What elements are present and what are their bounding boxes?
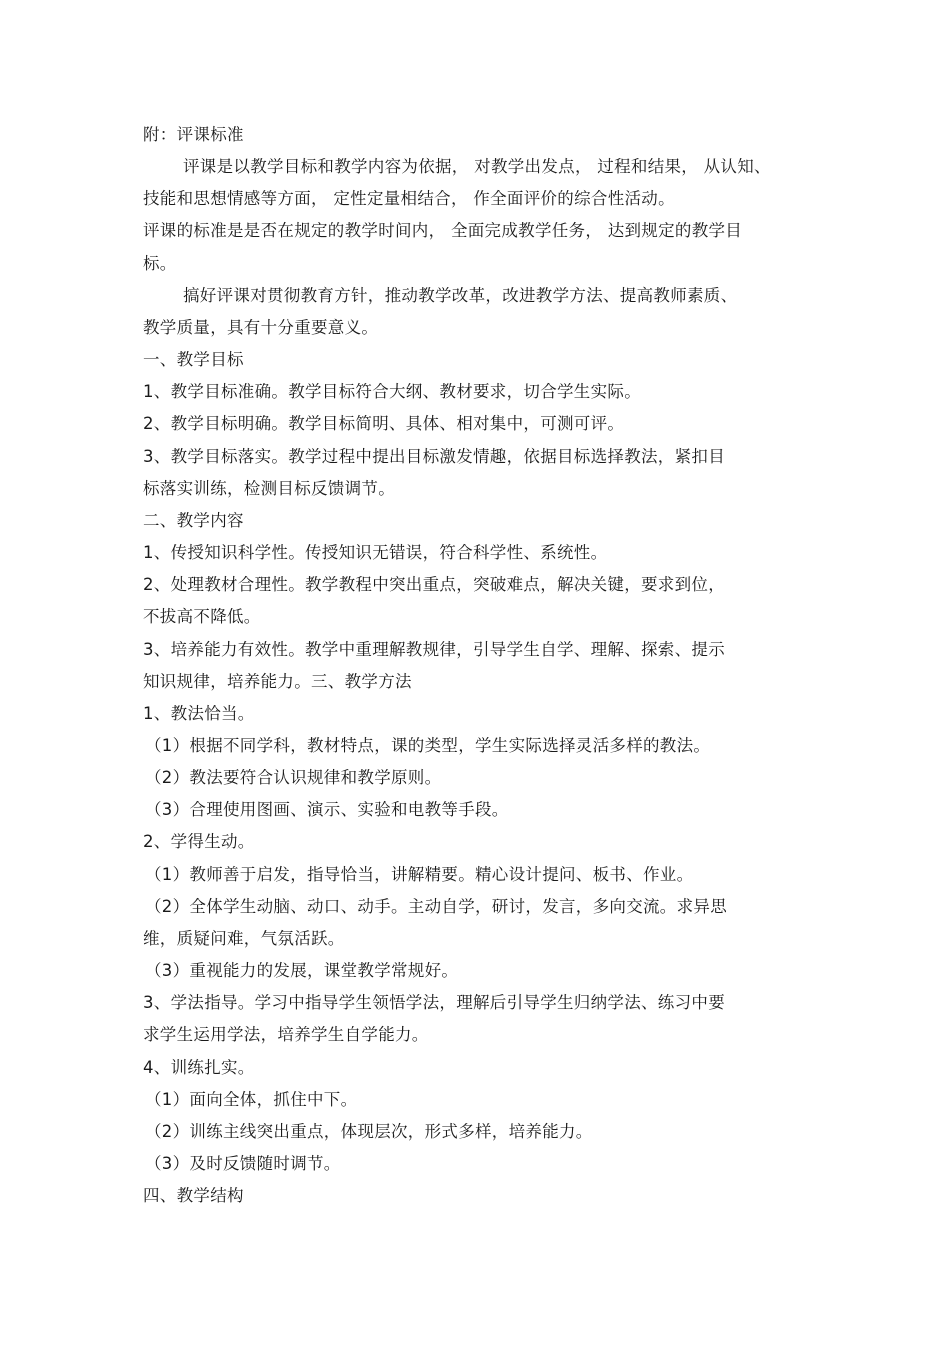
- sub-list-item: （1）面向全体，抓住中下。: [145, 1090, 358, 1109]
- list-item: 1、传授知识科学性。传授知识无错误，符合科学性、系统性。: [143, 543, 608, 562]
- paragraph-line: 标。: [143, 254, 177, 273]
- sub-list-item: （3）合理使用图画、演示、实验和电教等手段。: [145, 800, 509, 819]
- list-item: 2、处理教材合理性。教学教程中突出重点，突破难点，解决关键，要求到位，: [143, 575, 725, 594]
- paragraph-line: 评课的标准是是否在规定的教学时间内， 全面完成教学任务， 达到规定的教学目: [143, 221, 743, 240]
- sub-list-item: （1）根据不同学科，教材特点，课的类型，学生实际选择灵活多样的教法。: [145, 736, 711, 755]
- document-title: 附：评课标准: [143, 125, 244, 144]
- sub-list-item: （2）训练主线突出重点，体现层次，形式多样，培养能力。: [145, 1122, 593, 1141]
- list-item: 3、教学目标落实。教学过程中提出目标激发情趣，依据目标选择教法，紧扣目: [143, 447, 725, 466]
- list-item-continuation: 知识规律，培养能力。三、教学方法: [143, 672, 412, 691]
- list-item-continuation: 不拔高不降低。: [143, 607, 261, 626]
- list-item: 1、教法恰当。: [143, 704, 255, 723]
- sub-list-item: （2）教法要符合认识规律和教学原则。: [145, 768, 442, 787]
- sub-list-item-continuation: 维，质疑问难，气氛活跃。: [143, 929, 345, 948]
- list-item: 4、训练扎实。: [143, 1058, 255, 1077]
- section-heading: 一、教学目标: [143, 350, 244, 369]
- sub-list-item: （2）全体学生动脑、动口、动手。主动自学，研讨，发言，多向交流。求异思: [145, 897, 727, 916]
- list-item: 2、教学目标明确。教学目标简明、具体、相对集中，可测可评。: [143, 414, 625, 433]
- list-item: 3、培养能力有效性。教学中重理解教规律，引导学生自学、理解、探索、提示: [143, 640, 725, 659]
- list-item-continuation: 标落实训练，检测目标反馈调节。: [143, 479, 395, 498]
- list-item: 1、教学目标准确。教学目标符合大纲、教材要求，切合学生实际。: [143, 382, 641, 401]
- list-item: 2、学得生动。: [143, 832, 255, 851]
- paragraph-line: 评课是以教学目标和教学内容为依据， 对教学出发点， 过程和结果， 从认知、: [183, 157, 771, 176]
- sub-list-item: （1）教师善于启发，指导恰当，讲解精要。精心设计提问、板书、作业。: [145, 865, 694, 884]
- list-item-continuation: 求学生运用学法，培养学生自学能力。: [143, 1025, 429, 1044]
- paragraph-line: 教学质量，具有十分重要意义。: [143, 318, 379, 337]
- section-heading: 二、教学内容: [143, 511, 244, 530]
- section-heading: 四、教学结构: [143, 1186, 244, 1205]
- paragraph-line: 搞好评课对贯彻教育方针，推动教学改革，改进教学方法、提高教师素质、: [183, 286, 738, 305]
- list-item: 3、学法指导。学习中指导学生领悟学法，理解后引导学生归纳学法、练习中要: [143, 993, 725, 1012]
- paragraph-line: 技能和思想情感等方面， 定性定量相结合， 作全面评价的综合性活动。: [143, 189, 675, 208]
- sub-list-item: （3）及时反馈随时调节。: [145, 1154, 341, 1173]
- sub-list-item: （3）重视能力的发展，课堂教学常规好。: [145, 961, 459, 980]
